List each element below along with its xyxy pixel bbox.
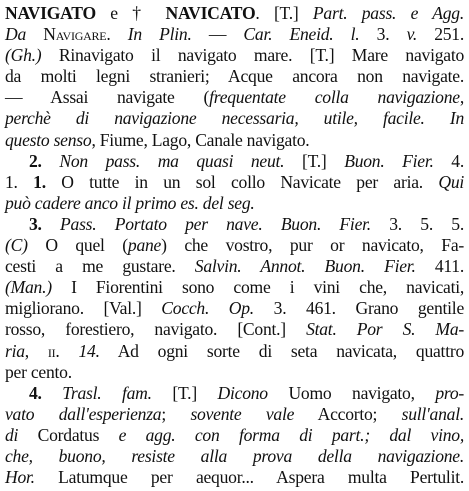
entry-line [5,214,464,235]
text-segment: Hor. [5,467,35,488]
entry-line [5,298,464,319]
entry-line [5,3,464,24]
entry-line [5,172,464,193]
text-segment: ) che vostro, pur or navicato, Fa- [161,235,464,256]
text-segment: 3. 461. Grano gentile [253,298,465,319]
text-segment: Rinavigato il navigato mare. [T.] Mare navigato [41,45,464,66]
text-segment: Cordatus [18,424,119,445]
text-segment: pane [127,235,162,256]
text-segment: Dicono [217,382,268,403]
text-segment: Da [5,24,44,45]
text-segment: 3. [29,213,61,234]
entry-line [5,467,464,488]
entry-line [5,193,464,214]
dictionary-entry-navigato [5,3,464,488]
text-segment: 1. [5,171,34,192]
entry-line [5,87,464,108]
text-segment: 411. [415,256,464,277]
text-segment: Cocch. Op. [161,298,254,319]
text-segment: ; [161,403,191,424]
entry-line [5,446,464,467]
text-segment: 4. [433,150,464,171]
text-segment: NAVIGATO [5,3,96,23]
text-segment: Ad ogni sorte di seta navicata, quattro [99,340,464,361]
text-segment: . [55,340,79,361]
text-segment: Buon. Fier. [344,150,434,171]
entry-line [5,341,464,362]
text-segment: Trasl. fam. [62,382,152,403]
entry-line [5,362,464,383]
entry-line [5,235,464,256]
text-segment: Uomo navigato, [267,382,436,403]
text-segment: [T.] [151,382,218,403]
text-segment: 14. [78,340,100,361]
text-segment: perchè di navigazione necessaria, utile, facile. In [5,108,464,129]
text-segment: Qui [438,171,465,192]
text-segment: di [5,424,19,445]
text-segment: pro- [435,382,465,403]
text-segment: NAVICATO [165,3,256,23]
text-segment: vato dall'esperienza [5,403,162,424]
entry-line [5,24,464,45]
text-segment: da molti legni stranieri; Acque ancora non navigate. [5,66,464,87]
text-segment: , [459,87,464,108]
text-segment: Latumque per aequor... Aspera multa Pertulit. [34,467,464,488]
text-segment: che, buono, resiste alla prova della navigazione. [5,445,464,466]
text-segment: Car. Eneid. l. [243,24,360,45]
text-segment: può cadere anco il primo es. del seg. [5,192,255,213]
text-segment: 4. [29,382,63,403]
entry-line [5,151,464,172]
text-segment: Stat. Por S. Ma- [306,319,464,340]
text-segment: e † [95,3,166,23]
text-segment: frequentate colla navigazione [209,87,460,108]
text-segment: 2. [29,150,60,171]
text-segment: rosso, forestiero, navigato. [Cont.] [5,319,307,340]
text-segment: . [T.] [255,3,313,23]
text-segment: Navigare [43,24,107,45]
text-segment: O quel ( [27,235,128,256]
text-segment: , Fiume, Lago, Canale navigato. [91,129,310,150]
text-segment: I Fiorentini sono come i vini che, navicati, [51,277,464,298]
text-segment: questo senso [5,129,92,150]
text-segment: — Assai navigate ( [5,87,210,108]
text-segment: sovente vale [190,403,295,424]
text-segment: — [191,24,244,45]
text-segment: sull'anal. [401,403,464,424]
text-segment: (C) [5,235,28,256]
text-segment: e agg. con forma di part.; dal vino, [118,424,464,445]
entry-line [5,404,464,425]
entry-line [5,108,464,129]
text-segment: v. [406,24,417,45]
text-segment: 3. 5. 5. [370,213,465,234]
text-segment: (Man.) [5,277,52,298]
entry-line [5,425,464,446]
text-segment: ria [5,340,25,361]
text-segment: Part. pass. e Agg. [312,3,464,23]
entry-line [5,45,464,66]
text-segment: Non pass. ma quasi neut. [59,150,285,171]
text-segment: Accorto; [294,403,402,424]
text-segment: Salvin. Annot. Buon. Fier. [194,256,416,277]
entry-line [5,130,464,151]
text-segment: 251. [416,24,464,45]
entry-line [5,256,464,277]
entry-line [5,383,464,404]
text-segment: cesti a me gustare. [5,256,195,277]
text-segment: migliorano. [Val.] [5,298,162,319]
text-segment: . [106,24,128,45]
text-segment: , [24,340,48,361]
text-segment: [T.] [284,150,345,171]
text-segment: 1. [33,171,46,192]
text-segment: Pass. Portato per nave. Buon. Fier. [60,213,371,234]
entry-line [5,277,464,298]
entry-line [5,66,464,87]
text-segment: per cento. [5,361,72,382]
text-segment: ii [47,340,56,361]
text-segment: 3. [359,24,407,45]
text-segment: (Gh.) [5,45,42,66]
text-segment: In Plin. [127,24,192,45]
entry-line [5,319,464,340]
text-segment: O tutte in un sol collo Navicate per aria. [45,171,439,192]
